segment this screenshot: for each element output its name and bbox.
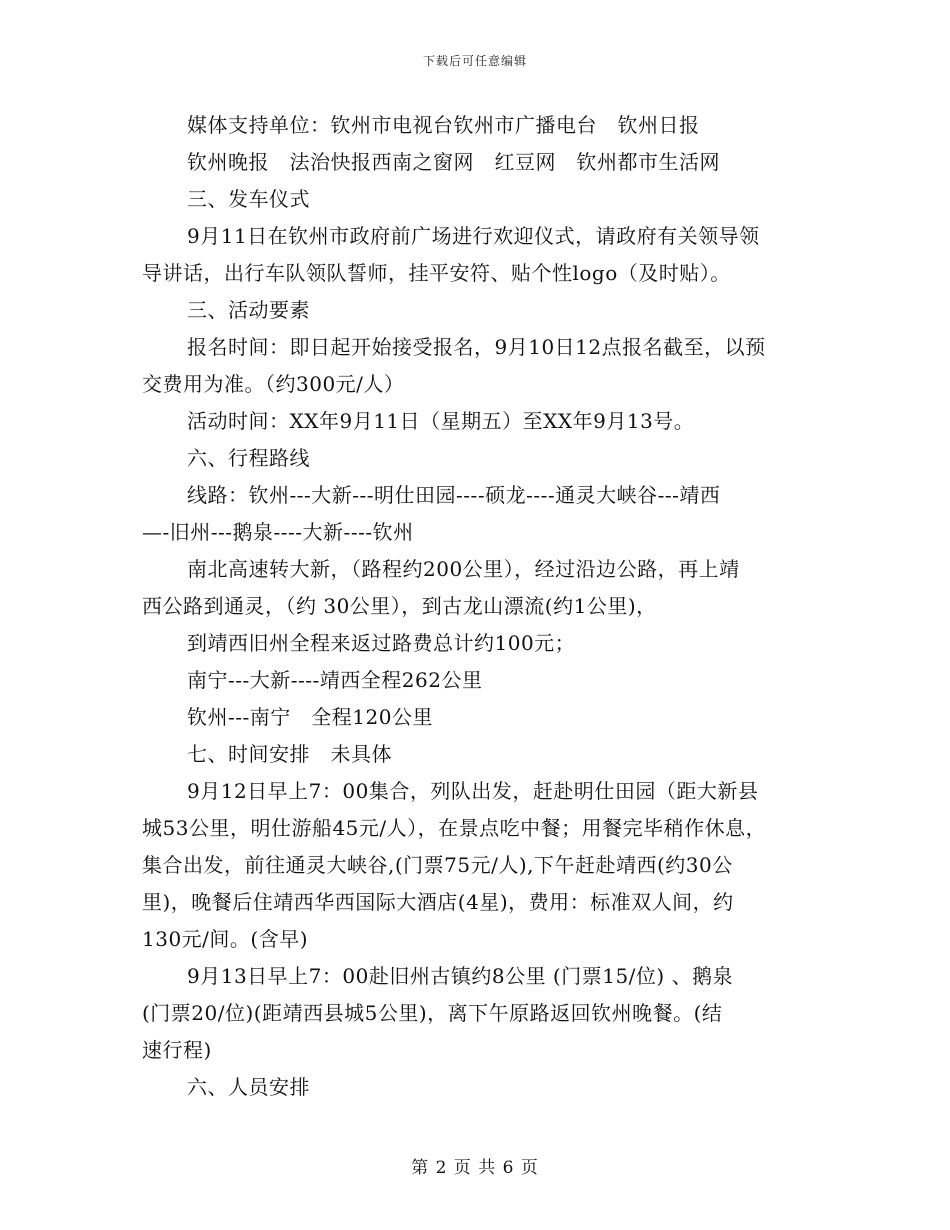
section-heading: 六、行程路线 [187,446,310,470]
text-line: 到靖西旧州全程来返过路费总计约100元； [187,631,576,655]
text-line: 城53公里，明仕游船45元/人），在景点吃中餐；用餐完毕稍作休息， [142,816,767,840]
text-line: 活动时间：XX年9月11日（星期五）至XX年9月13号。 [187,409,695,433]
text-line: 线路：钦州---大新---明仕田园----硕龙----通灵大峡谷---靖西 [187,483,721,507]
text-line: 南北高速转大新，（路程约200公里），经过沿边公路，再上靖 [187,557,740,581]
text-line: 130元/间。(含早) [142,927,309,951]
text-line: 交费用为准。（约300元/人） [142,372,405,396]
section-heading: 六、人员安排 [187,1075,310,1099]
text-line: 集合出发，前往通灵大峡谷,(门票75元/人),下午赶赴靖西(约30公 [142,853,733,877]
text-line: 里)，晚餐后住靖西华西国际大酒店(4星)，费用：标准双人间，约 [142,890,734,914]
text-line: 媒体支持单位：钦州市电视台钦州市广播电台 钦州日报 [187,113,700,137]
text-line: 9月13日早上7：00赴旧州古镇约8公里 (门票15/位) 、鹅泉 [187,964,734,988]
text-line: 9月12日早上7：00集合，列队出发，赶赴明仕田园（距大新县 [187,779,759,803]
section-heading: 七、时间安排 未具体 [187,742,392,766]
text-line: 南宁---大新----靖西全程262公里 [187,668,483,692]
text-line: 钦州晚报 法治快报西南之窗网 红豆网 钦州都市生活网 [187,150,720,174]
text-line: 速行程) [142,1038,212,1062]
text-line: 9月11日在钦州市政府前广场进行欢迎仪式，请政府有关领导领 [187,224,760,248]
text-line: —-旧州---鹅泉----大新----钦州 [142,520,414,544]
page-header: 下载后可任意编辑 [422,54,527,68]
page-footer: 第 2 页 共 6 页 [411,1158,539,1178]
text-line: 钦州---南宁 全程120公里 [187,705,433,729]
text-line: 报名时间：即日起开始接受报名，9月10日12点报名截至，以预 [187,335,766,359]
text-line: 导讲话，出行车队领队誓师，挂平安符、贴个性logo（及时贴）。 [142,261,731,285]
section-heading: 三、活动要素 [187,298,310,322]
document-body [142,107,812,1106]
text-line: (门票20/位)(距靖西县城5公里)，离下午原路返回钦州晚餐。(结 [142,1001,723,1025]
text-line: 西公路到通灵，（约 30公里），到古龙山漂流(约1公里)， [142,594,657,618]
section-heading: 三、发车仪式 [187,187,310,211]
